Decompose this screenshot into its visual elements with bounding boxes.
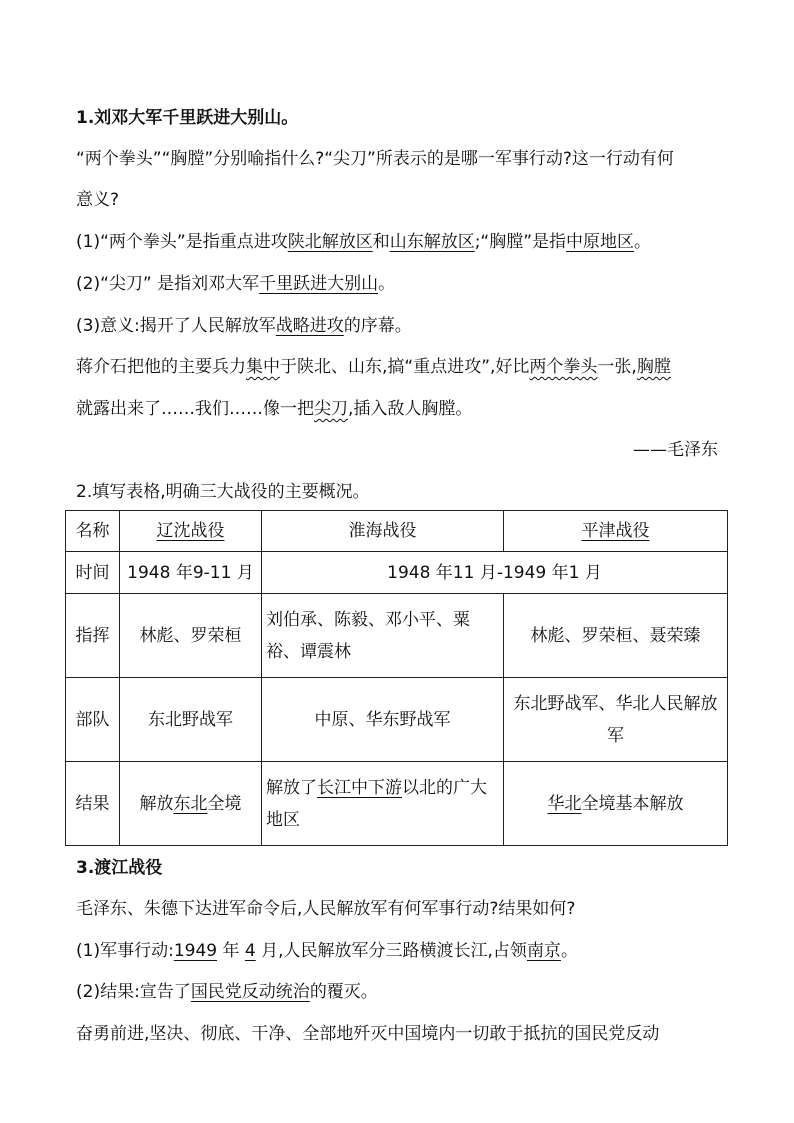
q1-answer-2: (2)“尖刀” 是指刘邓大军千里跃进大别山。 xyxy=(76,274,396,294)
answer-blank: 战略进攻 xyxy=(275,316,344,336)
row-label: 时间 xyxy=(66,552,120,594)
answer-blank: 4 xyxy=(244,941,256,961)
q3-quote: 奋勇前进,坚决、彻底、干净、全部地歼灭中国境内一切敢于抵抗的国民党反动 xyxy=(76,1024,660,1044)
q1-question-line-1: “两个拳头”“胸膛”分别喻指什么?“尖刀”所表示的是哪一军事行动?这一行动有何 xyxy=(76,149,674,169)
row-label: 名称 xyxy=(66,511,120,552)
table-cell: 解放东北全境 xyxy=(120,762,262,846)
q1-answer-1: (1)“两个拳头”是指重点进攻陕北解放区和山东解放区;“胸膛”是指中原地区。 xyxy=(76,232,652,252)
table-row xyxy=(66,511,728,552)
answer-blank: 山东解放区 xyxy=(389,232,475,252)
q1-quote-line-2: 就露出来了……我们……像一把尖刀,插入敌人胸膛。 xyxy=(76,399,473,419)
q3-title: 3.渡江战役 xyxy=(76,858,163,878)
table-cell: 淮海战役 xyxy=(262,511,504,552)
table-cell: 东北野战军 xyxy=(120,678,262,762)
answer-blank: 国民党反动统治 xyxy=(190,982,310,1002)
battles-table xyxy=(65,510,728,846)
q3-question: 毛泽东、朱德下达进军命令后,人民解放军有何军事行动?结果如何? xyxy=(76,899,576,919)
answer-blank: 中原地区 xyxy=(566,232,635,252)
table-cell: 林彪、罗荣桓 xyxy=(120,594,262,678)
table-row xyxy=(66,678,728,762)
q2-title: 2.填写表格,明确三大战役的主要概况。 xyxy=(76,482,370,502)
table-row xyxy=(66,552,728,594)
q1-title: 1.刘邓大军千里跃进大别山。 xyxy=(76,108,299,128)
table-cell: 平津战役 xyxy=(504,511,728,552)
wavy-emphasis: 胸膛 xyxy=(636,357,671,377)
wavy-emphasis: 尖刀 xyxy=(314,399,348,419)
table-cell: 华北全境基本解放 xyxy=(504,762,728,846)
q3-answer-2: (2)结果:宣告了国民党反动统治的覆灭。 xyxy=(76,982,378,1002)
table-cell: 辽沈战役 xyxy=(120,511,262,552)
table-row xyxy=(66,762,728,846)
wavy-emphasis: 两个拳头 xyxy=(529,357,598,377)
wavy-emphasis: 集中 xyxy=(246,357,280,377)
answer-blank: 南京 xyxy=(526,941,561,961)
answer-blank: 千里跃进大别山 xyxy=(259,274,379,294)
row-label: 结果 xyxy=(66,762,120,846)
table-row xyxy=(66,594,728,678)
q1-question-line-2: 意义? xyxy=(76,190,120,210)
q1-answer-3: (3)意义:揭开了人民解放军战略进攻的序幕。 xyxy=(76,316,412,336)
table-cell: 林彪、罗荣桓、聂荣臻 xyxy=(504,594,728,678)
row-label: 指挥 xyxy=(66,594,120,678)
quote-attribution: ——毛泽东 xyxy=(633,440,718,460)
table-cell: 中原、华东野战军 xyxy=(262,678,504,762)
table-cell: 刘伯承、陈毅、邓小平、粟裕、谭震林 xyxy=(262,594,504,678)
table-cell: 解放了长江中下游以北的广大地区 xyxy=(262,762,504,846)
answer-blank: 陕北解放区 xyxy=(287,232,373,252)
table-cell: 东北野战军、华北人民解放军 xyxy=(504,678,728,762)
row-label: 部队 xyxy=(66,678,120,762)
q1-quote-line-1: 蒋介石把他的主要兵力集中于陕北、山东,搞“重点进攻”,好比两个拳头一张,胸膛 xyxy=(76,357,671,377)
table-cell: 1948 年11 月-1949 年1 月 xyxy=(262,552,728,594)
answer-blank: 1949 xyxy=(173,941,218,961)
q3-answer-1: (1)军事行动:1949 年 4 月,人民解放军分三路横渡长江,占领南京。 xyxy=(76,941,578,961)
table-cell: 1948 年9-11 月 xyxy=(120,552,262,594)
